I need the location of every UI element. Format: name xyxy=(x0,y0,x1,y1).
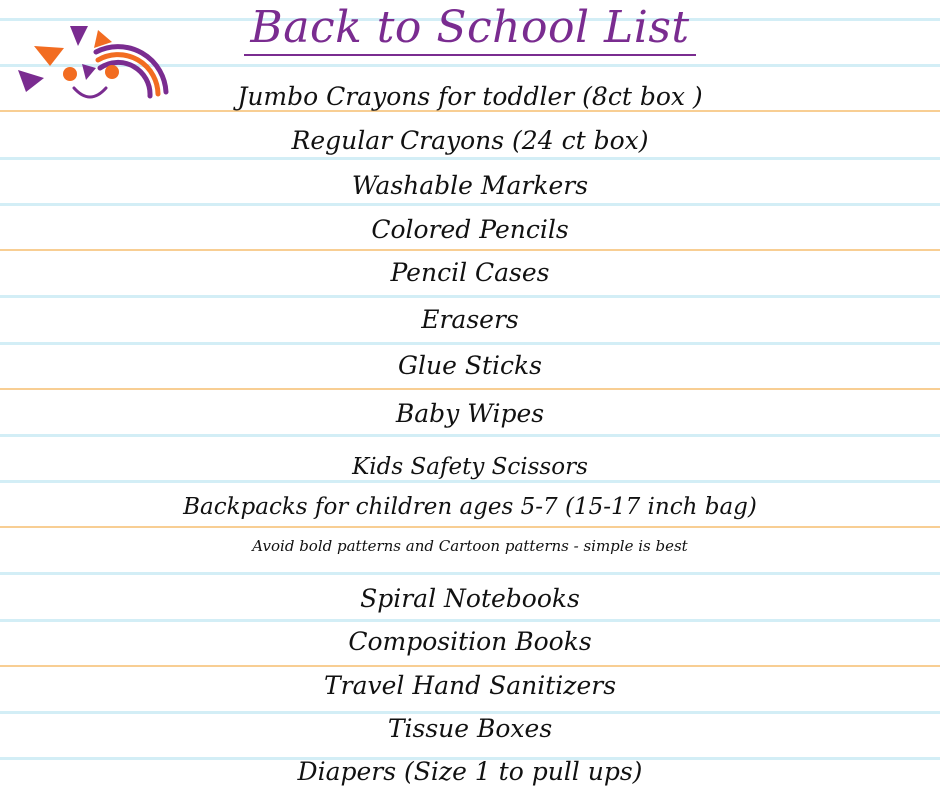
list-item: Kids Safety Scissors xyxy=(352,454,588,480)
rule-line-orange xyxy=(0,526,940,528)
list-item: Composition Books xyxy=(348,627,592,656)
list-item: Spiral Notebooks xyxy=(360,584,580,613)
list-item: Regular Crayons (24 ct box) xyxy=(291,126,649,155)
list-item: Colored Pencils xyxy=(371,215,569,244)
page-title-text: Back to School List xyxy=(244,2,695,56)
rule-line xyxy=(0,619,940,622)
rule-line-orange xyxy=(0,249,940,251)
list-item: Pencil Cases xyxy=(390,258,550,287)
rule-line xyxy=(0,572,940,575)
list-item: Washable Markers xyxy=(351,171,589,200)
list-item: Baby Wipes xyxy=(395,399,545,428)
rule-line-orange xyxy=(0,665,940,667)
rule-line xyxy=(0,434,940,437)
rule-line xyxy=(0,203,940,206)
rule-line xyxy=(0,157,940,160)
list-item: Backpacks for children ages 5-7 (15-17 inch bag) xyxy=(183,494,757,520)
list-item-note: Avoid bold patterns and Cartoon patterns - simple is best xyxy=(252,537,688,555)
rule-line xyxy=(0,295,940,298)
rule-line-orange xyxy=(0,388,940,390)
list-item: Erasers xyxy=(421,305,519,334)
list-item: Travel Hand Sanitizers xyxy=(323,671,617,700)
list-item: Diapers (Size 1 to pull ups) xyxy=(297,757,643,786)
list-item: Glue Sticks xyxy=(398,351,542,380)
rule-line xyxy=(0,342,940,345)
page-title xyxy=(0,2,940,54)
list-item: Jumbo Crayons for toddler (8ct box ) xyxy=(237,82,703,111)
list-item: Tissue Boxes xyxy=(387,714,553,743)
